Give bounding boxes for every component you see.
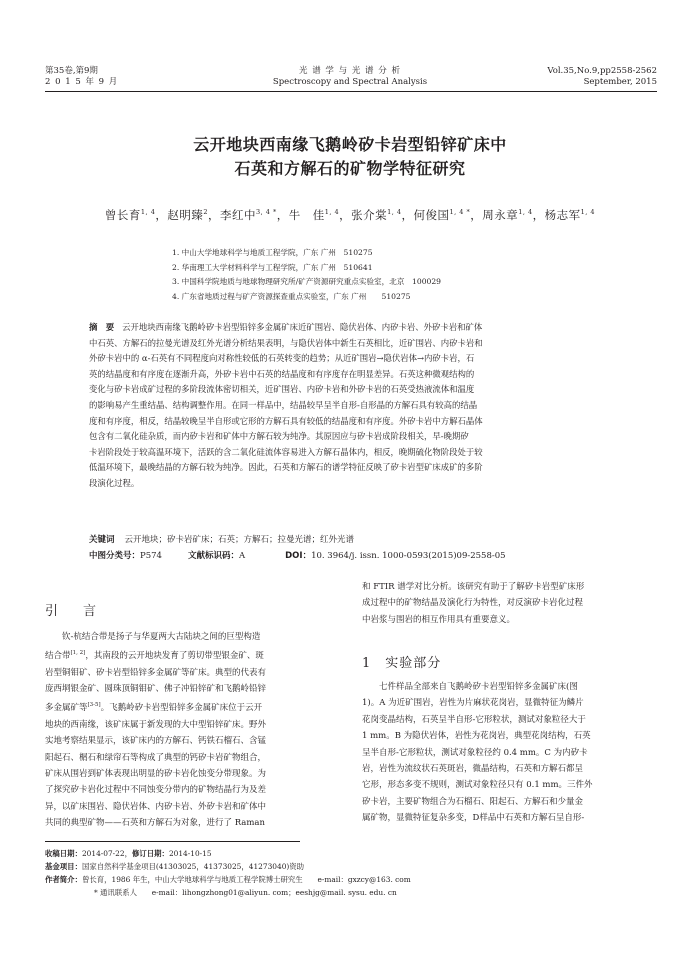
intro-cont-line: 和 FTIR 谱学对比分析。该研究有助于了解矽卡岩型矿床形 (362, 582, 585, 592)
keywords-text: 云开地块；矽卡岩矿床；石英；方解石；拉曼光谱；红外光谱 (124, 535, 355, 545)
author-name: 杨志军$^{1, 4}$ (544, 208, 596, 222)
footnote-funding: 基金项目：国家自然科学基金项目(41303025，41373025，41273040)资助 (45, 862, 305, 871)
abstract-line: 卡岩阶段处于较高温环境下，活跃的含二氧化硅流体容易进入方解石晶体内，相反，晚期硫化物阶段处于较 (89, 446, 483, 457)
author-affiliation-mark: 1, 4 (580, 208, 596, 217)
paper-title-line1: 云开地块西南缘飞鹅岭矽卡岩型铅锌矿床中 (193, 135, 507, 154)
intro-text (45, 629, 341, 832)
intro-line: 岩型铜钼矿、矽卡岩型铅锌多金属矿等矿床。典型的代表有 (45, 667, 267, 678)
abstract-line: 变化与矽卡岩成矿过程的多阶段流体密切相关，近矿围岩、内矽卡岩和外矽卡岩的石英受热液流体和温度 (89, 384, 475, 395)
author-name: 赵明臻$^2$ (167, 208, 208, 222)
doc-code-value: A (238, 551, 246, 561)
journal-volume-pages: Vol.35,No.9,pp2558-2562 (547, 66, 657, 76)
footnote-dates: 收稿日期：2014-07-22，修订日期：2014-10-15 (45, 849, 212, 858)
footnote-corresponding: * 通讯联系人 e-mail：lihongzhong01@aliyun. com；eeshjg@mail. sysu. edu. cn (94, 888, 397, 897)
author-affiliation-mark: 1, 4 * (449, 208, 471, 217)
abstract-line: 外矽卡岩中的 α-石英有不同程度向对称性较低的石英转变的趋势；从近矿围岩→隐伏岩体→内矽卡岩，石 (89, 353, 475, 364)
author-separator: ， (155, 208, 168, 222)
author-separator: ， (207, 208, 220, 222)
intro-continuation (362, 579, 658, 628)
author-separator: ， (532, 208, 545, 222)
section-heading-experiment: 1 实验部分 (362, 656, 442, 671)
intro-line: 阳起石、榍石和绿帘石等构成了典型的钙矽卡岩矿物组合， (45, 752, 267, 763)
clc-value: P574 (140, 551, 162, 561)
author-name: 牛 佳$^{1, 4}$ (288, 208, 340, 222)
experiment-line: 花岗变晶结构，石英呈半自形-它形粒状，测试对象粒径大于 (362, 714, 586, 725)
author-name: 李红中$^{3, 4 *}$ (219, 208, 277, 222)
intro-line: 地块的西南缘，该矿床属于新发现的大中型铅锌矿床。野外 (45, 719, 267, 730)
author-separator: ， (339, 208, 352, 222)
experiment-line: 1 mm。B 为隐伏岩体，岩性为花岗岩，典型花岗结构，石英 (362, 731, 591, 742)
footnote-author-bio: 作者简介：曾长育，1986 年生，中山大学地球科学与地质工程学院博士研究生 e-mail：gxzcy@163. com (45, 875, 411, 884)
author-name: 曾长育$^{1, 4}$ (104, 208, 156, 222)
journal-name-en: Spectroscopy and Spectral Analysis (272, 77, 428, 87)
doc-code-label: 文献标识码： (187, 551, 239, 561)
intro-line: 了探究矽卡岩化过程中不同蚀变分带内的矿物结晶行为及差 (45, 785, 267, 796)
intro-line: 庞西垌银金矿、圆珠顶铜钼矿、佛子冲铅锌矿和飞鹅岭铅锌 (45, 684, 267, 695)
citation[interactable]: [3-5] (87, 702, 101, 709)
footnotes (45, 847, 657, 899)
doi-value: 10. 3964/j. issn. 1000-0593(2015)09-2558-05 (311, 551, 506, 561)
author-name: 张介棠$^{1, 4}$ (351, 208, 402, 222)
clc-label: 中图分类号： (89, 551, 141, 561)
paper-title-line2: 石英和方解石的矿物学特征研究 (234, 159, 466, 178)
author-affiliation-mark: 1, 4 (324, 208, 340, 217)
affiliation-item: 3. 中国科学院地质与地球物理研究所/矿产资源研究重点实验室，北京 100029 (172, 277, 442, 286)
author-name: 何俊国$^{1, 4 *}$ (413, 208, 471, 222)
experiment-line: 矽卡岩，主要矿物组合为石榴石、阳起石、方解石和少量金 (362, 796, 584, 807)
journal-date-en: September, 2015 (583, 77, 657, 87)
author-affiliation-mark: 1, 4 (518, 208, 533, 217)
abstract-label: 摘 要 (89, 322, 115, 332)
intro-cont-line: 成过程中的矿物结晶及演化行为特性，对反演矽卡岩化过程 (362, 598, 584, 609)
abstract-line: 的影响易产生重结晶、结构调整作用。在同一样品中，结晶较早呈半自形-自形晶的方解石具有较高的结晶 (89, 399, 478, 410)
intro-line: 多金属矿等[3-5]。飞鹅岭矽卡岩型铅锌多金属矿床位于云开 (45, 702, 263, 714)
affiliation-item: 1. 中山大学地球科学与地质工程学院，广东 广州 510275 (172, 248, 373, 257)
author-affiliation-mark: 2 (203, 208, 208, 217)
author-affiliation-mark: 1, 4 (387, 208, 402, 217)
author-separator: ， (470, 208, 483, 222)
affiliation-item: 4. 广东省地质过程与矿产资源探查重点实验室，广东 广州 510275 (172, 291, 411, 301)
experiment-text (362, 679, 658, 827)
experiment-line: 它形，形态多变不规则，测试对象粒径只有 0.1 mm。三件外 (362, 780, 593, 791)
abstract-line: 中石英、方解石的拉曼光谱及红外光谱分析结果表明，与隐伏岩体中新生石英相比，近矿围岩、内矽卡岩和 (89, 337, 483, 348)
author-name: 周永章$^{1, 4}$ (482, 208, 533, 222)
experiment-line: 岩，岩性为流纹状石英斑岩，微晶结构，石英和方解石都呈 (362, 764, 584, 775)
citation[interactable]: [1, 2] (70, 650, 86, 657)
header-rule (45, 91, 657, 92)
classification (89, 548, 506, 564)
abstract-line: 度和有序度，相反，结晶较晚呈半自形或它形的方解石具有较低的结晶度和有序度。外矽卡岩中方解石晶体 (89, 415, 483, 426)
abstract-line: 包含有二氧化硅杂质，而内矽卡岩和矿体中方解石较为纯净。其原因应与矽卡岩成阶段相关，早-晚期矽 (89, 431, 469, 442)
experiment-line: 七件样品全部来自飞鹅岭矽卡岩型铅锌多金属矿床(图 (379, 682, 578, 692)
abstract-line: 云开地块西南缘飞鹅岭矽卡岩型铅锌多金属矿床近矿围岩、隐伏岩体、内矽卡岩、外矽卡岩和矿体 (122, 322, 483, 332)
affiliation-list (172, 246, 441, 304)
intro-line: 钦-杭结合带是扬子与华夏两大古陆块之间的巨型构造 (62, 632, 261, 642)
intro-line: 结合带[1, 2]，其南段的云开地块发育了剪切带型银金矿、斑 (45, 650, 264, 662)
abstract-line: 低温环境下，最晚结晶的方解石较为纯净。因此，石英和方解石的谱学特征反映了矽卡岩型矿床成矿的多阶 (89, 462, 483, 473)
intro-line: 共同的典型矿物——石英和方解石为对象，进行了 Raman (45, 818, 265, 829)
author-separator: ， (276, 208, 289, 222)
intro-line: 异，以矿床围岩、隐伏岩体、内矽卡岩、外矽卡岩和矿体中 (45, 801, 267, 812)
author-separator: ， (401, 208, 414, 222)
author-list (0, 207, 700, 223)
experiment-line: 呈半自形-它形粒状，测试对象粒径约 0.4 mm。C 为内矽卡 (362, 747, 588, 758)
keywords (89, 532, 354, 548)
abstract-line: 段演化过程。 (89, 477, 140, 488)
affiliation-item: 2. 华南理工大学材料科学与工程学院，广东 广州 510641 (172, 262, 373, 272)
author-affiliation-mark: 1, 4 (140, 208, 156, 217)
abstract-line: 英的结晶度和有序度在逐渐升高，外矽卡岩中石英的结晶度和有序度存在明显差异。石英这种微观结构的 (89, 368, 475, 379)
intro-cont-line: 中岩浆与围岩的相互作用具有重要意义。 (362, 614, 516, 625)
journal-date-cn: 2 0 1 5 年 9 月 (45, 77, 119, 87)
keywords-label: 关键词 (89, 535, 115, 545)
intro-line: 矿床从围岩到矿体表现出明显的矽卡岩化蚀变分带现象。为 (45, 768, 267, 779)
doi-label: DOI： (285, 551, 312, 561)
journal-name-cn: 光 谱 学 与 光 谱 分 析 (299, 66, 401, 76)
footnote-rule (45, 841, 300, 842)
experiment-line: 1)。A 为近矿围岩，岩性为片麻状花岗岩，显微特征为鳞片 (362, 698, 584, 709)
author-affiliation-mark: 3, 4 * (255, 208, 277, 217)
intro-line: 实地考察结果显示，该矿床内的方解石、钙铁石榴石、含锰 (45, 736, 267, 747)
abstract (89, 320, 613, 492)
journal-volume-issue: 第35卷,第9期 (45, 66, 98, 76)
section-heading-intro: 引 言 (45, 604, 103, 619)
experiment-line: 属矿物，显微特征复杂多变，D样品中石英和方解石呈自形- (362, 813, 585, 824)
